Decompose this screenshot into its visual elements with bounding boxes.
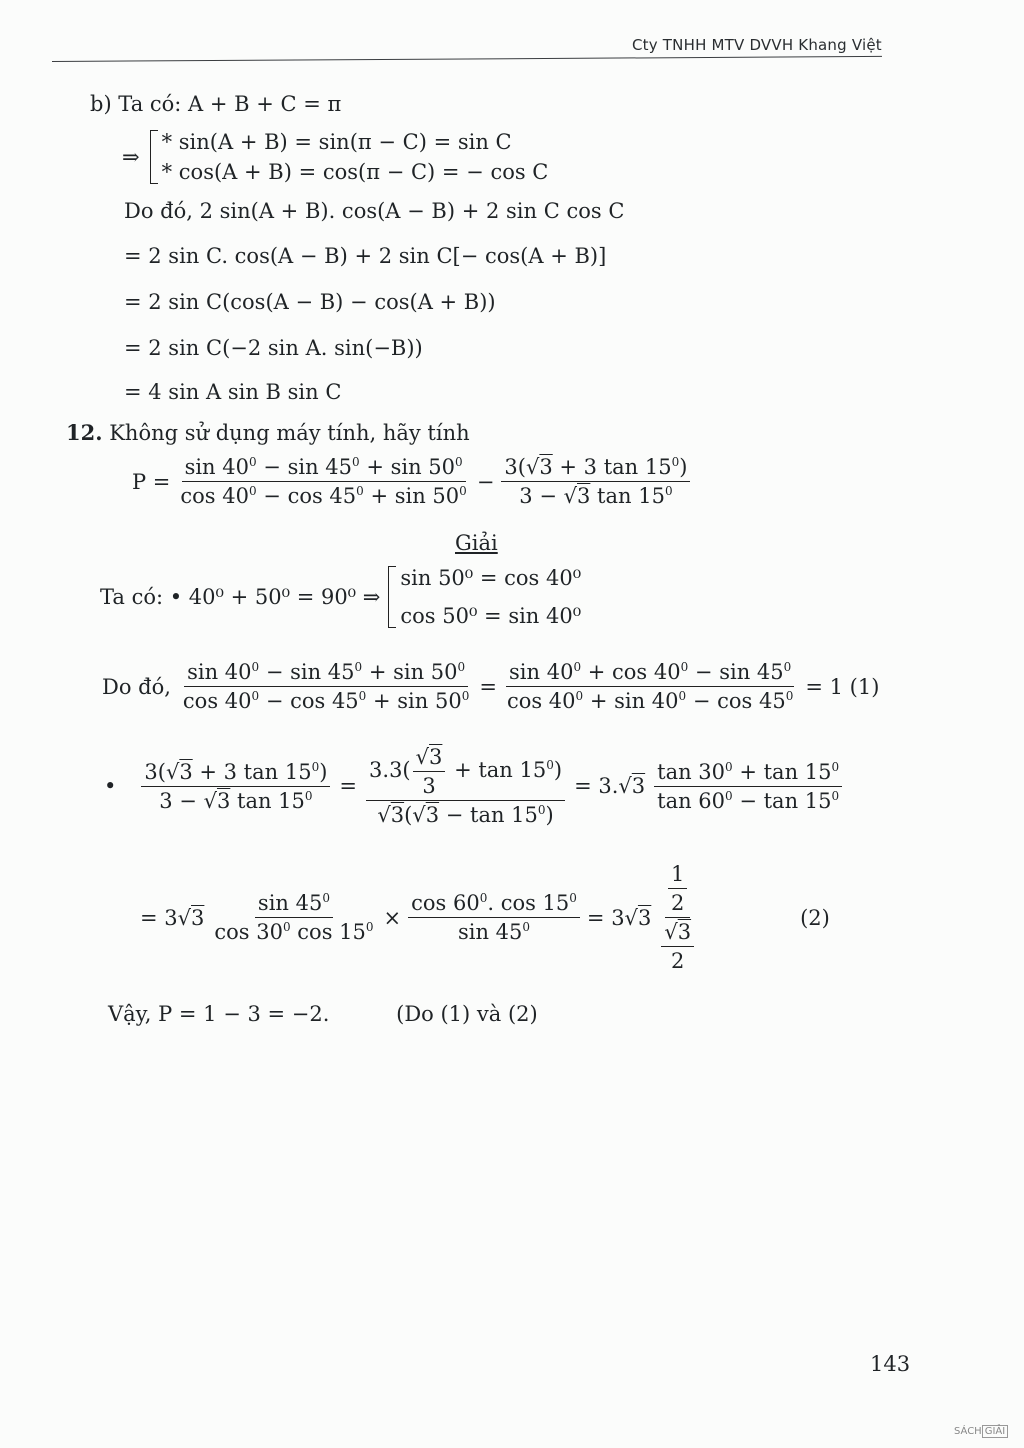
conclusion-text: Vậy, P = 1 − 3 = −2. [108,1002,330,1026]
bracket-shape [150,130,158,184]
part-b-line-6: = 4 sin A sin B sin C [124,380,342,404]
header-title: Cty TNHH MTV DVVH Khang Việt [632,36,882,54]
part-b-line-4: = 2 sin C(cos(A − B) − cos(A + B)) [124,290,496,314]
dodo-label: Do đó, [102,674,171,699]
conclusion [108,1002,538,1026]
problem-text: Không sử dụng máy tính, hãy tính [109,421,470,445]
equation-1: Do đó, $\frac{\sin 40^0 - \sin 45^0 + \sin 50^0}{\cos 40^0 - \cos 45^0 + \sin 50^0}$ = $\frac{\sin 40^0 + \cos 40^0 - \sin 45^0}{\cos 40^0 + \sin 40^0 - \cos 45^0}$ = 1 (1) [102,660,880,713]
equation-2b: = 3√3 $\frac{\sin 45^0}{\cos 30^0 \cos 15^0}$ × $\frac{\cos 60^0. \cos 15^0}{\sin 45^0}$ = 3√3 $\frac{\frac{1}{2}}{\frac{√3}{2}}$ (2) [140,862,830,973]
p-label: P = [132,469,171,494]
taco-system [388,566,581,628]
eq2-tag: (2) [800,905,830,930]
part-b-line-1: b) Ta có: A + B + C = π [90,92,342,116]
taco-row-2: cos 50⁰ = sin 40⁰ [400,604,582,628]
problem-12-statement [66,420,470,445]
part-b-line-3: = 2 sin C. cos(A − B) + 2 sin C[− cos(A + B)] [124,244,607,268]
header-rule [52,56,882,62]
part-b-system [122,130,548,184]
implies-arrow: ⇒ [122,145,140,169]
taco-line [100,566,581,628]
conclusion-note: (Do (1) và (2) [396,1002,538,1026]
problem-number: 12. [66,420,103,445]
watermark-logo: SÁCH GIẢI [954,1425,1008,1438]
solution-heading: Giải [455,531,498,555]
system-row-1: * sin(A + B) = sin(π − C) = sin C [161,130,512,154]
page-number: 143 [870,1352,911,1376]
equation-2a: • $\frac{3(√3 + 3 \tan 15^0)}{3 - √3 \tan 15^0}$ = 3.3( $\frac{√3}{3}$ + $\tan 15^0$) $√3(√3 - \tan 15^0)$ = 3.√3 $\frac{\tan 30^0 + \tan 15^0}{\tan 60^0 - \tan 15^0}$ [104,745,845,827]
p-expression: P = $\frac{\sin 40^0 - \sin 45^0 + \sin 50^0}{\cos 40^0 - \cos 45^0 + \sin 50^0}$ − $\frac{3(√3 + 3 \tan 15^0)}{3 - √3 \tan 15^0}$ [132,455,693,508]
p-fraction-2: $\frac{3(√3 + 3 \tan 15^0)}{3 - √3 \tan 15^0}$ [501,455,690,508]
system-row-2: * cos(A + B) = cos(π − C) = − cos C [161,160,549,184]
eq1-tag: = 1 (1) [805,674,880,699]
part-b-line-5: = 2 sin C(−2 sin A. sin(−B)) [124,336,423,360]
taco-row-1: sin 50⁰ = cos 40⁰ [400,566,582,590]
system-bracket [150,130,549,184]
taco-text: Ta có: • 40⁰ + 50⁰ = 90⁰ ⇒ [100,585,381,609]
p-fraction-1: $\frac{\sin 40^0 - \sin 45^0 + \sin 50^0}{\cos 40^0 - \cos 45^0 + \sin 50^0}$ [180,455,467,508]
part-b-line-2: Do đó, 2 sin(A + B). cos(A − B) + 2 sin C cos C [124,199,625,223]
